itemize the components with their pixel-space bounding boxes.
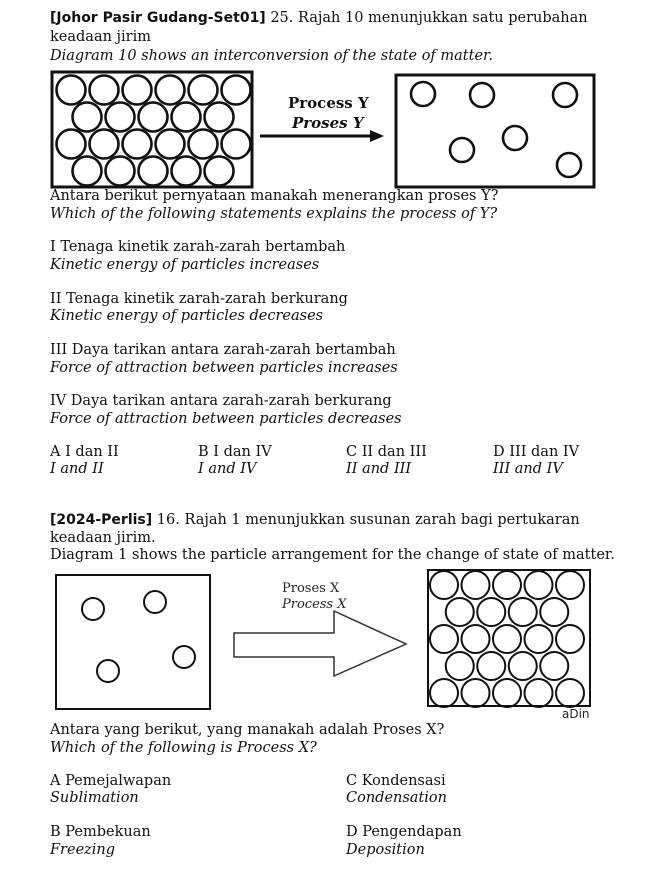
q1-option-b-ms[interactable]: B I dan IV — [198, 444, 272, 460]
q2-process-label-en: Process X — [282, 597, 347, 612]
q1-statement-3-en: Force of attraction between particles increases — [50, 360, 398, 376]
q1-statement-2-ms: II Tenaga kinetik zarah-zarah berkurang — [50, 291, 348, 307]
q2-option-b-ms[interactable]: B Pembekuan — [50, 824, 151, 840]
q2-stem-line1 — [50, 512, 580, 528]
q2-watermark: aDin — [562, 707, 590, 721]
q1-question-ms: Antara berikut pernyataan manakah menerangkan proses Y? — [50, 188, 499, 204]
q2-option-b-en[interactable]: Freezing — [50, 842, 116, 858]
q2-question-en: Which of the following is Process X? — [50, 740, 317, 756]
q1-statement-1-en: Kinetic energy of particles increases — [50, 257, 320, 273]
q1-stem-english: Diagram 10 shows an interconversion of the state of matter. — [50, 48, 493, 64]
q1-statement-1-ms: I Tenaga kinetik zarah-zarah bertambah — [50, 239, 346, 255]
q1-gas-box — [396, 75, 594, 187]
q2-option-a-en[interactable]: Sublimation — [50, 790, 139, 806]
q2-stem-text: 16. Rajah 1 menunjukkan susunan zarah bagi pertukaran — [152, 512, 580, 528]
q1-statement-4-ms: IV Daya tarikan antara zarah-zarah berkurang — [50, 393, 392, 409]
q1-statement-4-en: Force of attraction between particles decreases — [50, 411, 402, 427]
q1-option-c-en[interactable]: II and III — [346, 461, 412, 477]
q1-arrow-head — [370, 130, 384, 142]
q2-option-a-ms[interactable]: A Pemejalwapan — [50, 773, 172, 789]
q1-option-d-en[interactable]: III and IV — [493, 461, 563, 477]
q2-option-d-en[interactable]: Deposition — [346, 842, 425, 858]
q1-source-tag: [Johor Pasir Gudang-Set01] — [50, 10, 266, 26]
q2-stem-line2: keadaan jirim. — [50, 530, 156, 546]
q1-process-label-en: Process Y — [288, 94, 369, 112]
q2-question-ms: Antara yang berikut, yang manakah adalah Proses X? — [50, 722, 445, 738]
q1-process-label-ms: Proses Y — [292, 114, 364, 132]
q2-block-arrow — [234, 611, 406, 676]
q2-diagram — [50, 565, 600, 723]
q1-stem-line2: keadaan jirim — [50, 29, 151, 45]
q1-stem-line1 — [50, 10, 588, 26]
q1-statement-3-ms: III Daya tarikan antara zarah-zarah bertambah — [50, 342, 396, 358]
q2-stem-english: Diagram 1 shows the particle arrangement for the change of state of matter. — [50, 547, 615, 563]
q2-gas-box — [56, 575, 210, 709]
q1-diagram — [50, 68, 600, 190]
q2-solid-box — [428, 570, 590, 706]
q2-option-c-en[interactable]: Condensation — [346, 790, 447, 806]
q2-source-tag: [2024-Perlis] — [50, 512, 153, 528]
q1-option-a-en[interactable]: I and II — [50, 461, 104, 477]
q2-option-c-ms[interactable]: C Kondensasi — [346, 773, 446, 789]
q1-question-en: Which of the following statements explains the process of Y? — [50, 206, 498, 222]
q1-option-c-ms[interactable]: C II dan III — [346, 444, 427, 460]
q1-statement-2-en: Kinetic energy of particles decreases — [50, 308, 324, 324]
q2-option-d-ms[interactable]: D Pengendapan — [346, 824, 462, 840]
q1-option-b-en[interactable]: I and IV — [198, 461, 257, 477]
q1-option-d-ms[interactable]: D III dan IV — [493, 444, 580, 460]
q2-process-label-ms: Proses X — [282, 581, 340, 596]
q1-stem-text: 25. Rajah 10 menunjukkan satu perubahan — [265, 10, 588, 26]
q1-option-a-ms[interactable]: A I dan II — [50, 444, 119, 460]
